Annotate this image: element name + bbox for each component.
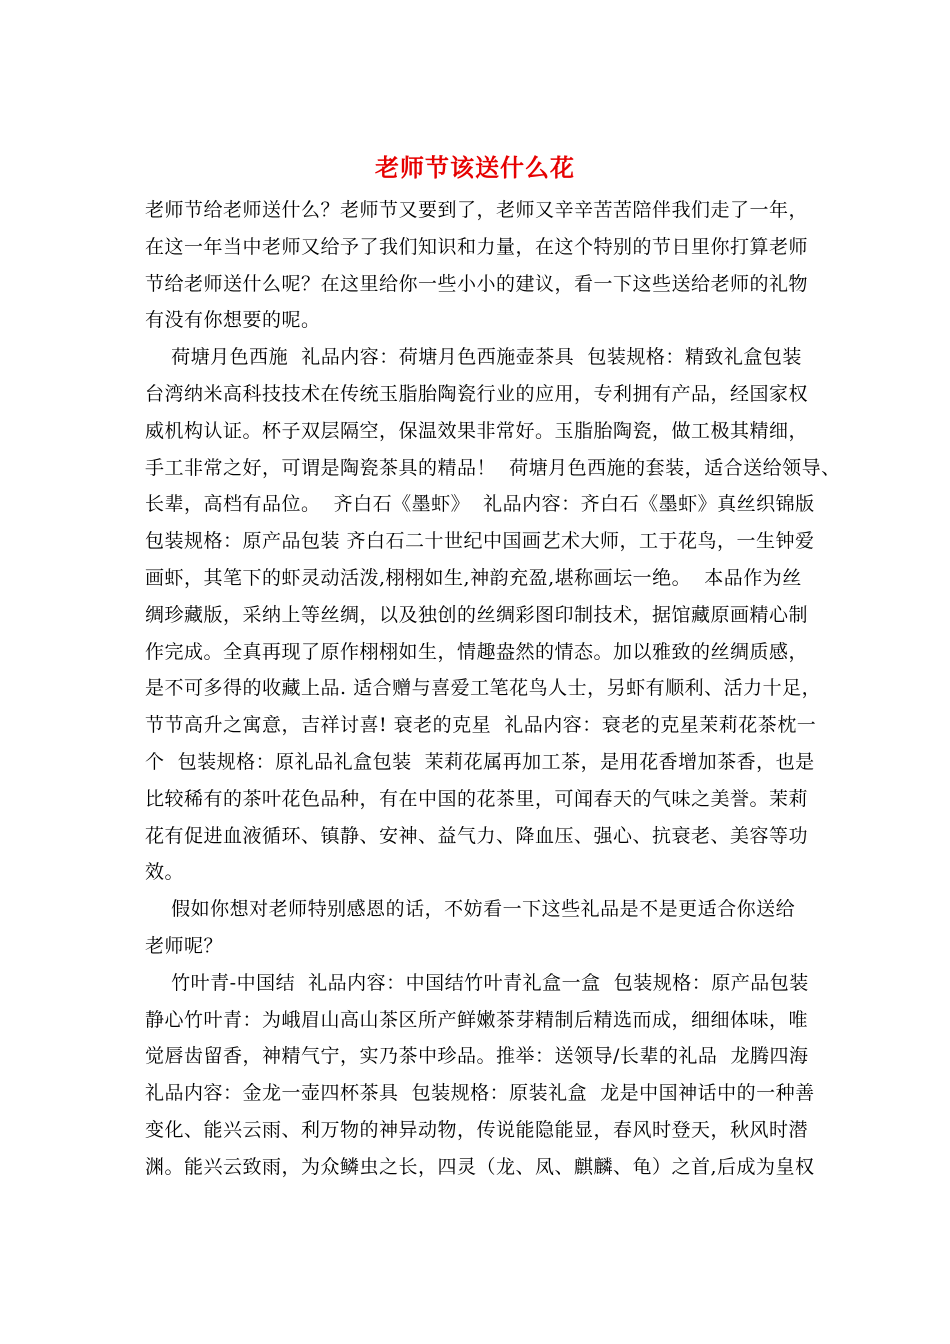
text-line: 觉唇齿留香，神精气宁，实乃茶中珍品。推举：送领导/长辈的礼品 龙腾四海 — [145, 1045, 809, 1068]
text-line: 静心竹叶青：为峨眉山高山茶区所产鲜嫩茶芽精制后精选而成，细细体味，唯 — [145, 1008, 809, 1031]
text-line: 花有促进血液循环、镇静、安神、益气力、降血压、强心、抗衰老、美容等功 — [145, 824, 809, 847]
text-line: 假如你想对老师特别感恩的话，不妨看一下这些礼品是不是更适合你送给 — [145, 898, 796, 921]
body-text — [145, 192, 841, 1186]
text-line: 礼品内容：金龙一壶四杯茶具 包装规格：原装礼盒 龙是中国神话中的一种善 — [145, 1082, 815, 1105]
text-line: 有没有你想要的呢。 — [145, 309, 321, 332]
text-line: 威机构认证。杯子双层隔空，保温效果非常好。玉脂胎陶瓷，做工极其精细， — [145, 419, 809, 442]
text-line: 渊。能兴云致雨，为众鳞虫之长，四灵（龙、凤、麒麟、龟）之首,后成为皇权 — [145, 1155, 815, 1178]
text-line: 个 包装规格：原礼品礼盒包装 茉莉花属再加工茶，是用花香增加茶香，也是 — [145, 750, 815, 773]
text-line: 节给老师送什么呢？在这里给你一些小小的建议，看一下这些送给老师的礼物 — [145, 272, 809, 295]
page-title: 老师节该送什么花 — [375, 153, 575, 182]
text-line: 包装规格：原产品包装 齐白石二十世纪中国画艺术大师，工于花鸟，一生钟爱 — [145, 530, 815, 553]
text-line: 老师呢？ — [145, 934, 224, 957]
text-line: 竹叶青-中国结 礼品内容：中国结竹叶青礼盒一盒 包装规格：原产品包装 — [145, 971, 809, 994]
text-line: 绸珍藏版，采纳上等丝绸，以及独创的丝绸彩图印制技术，据馆藏原画精心制 — [145, 603, 809, 626]
text-line: 效。 — [145, 861, 185, 884]
text-line: 手工非常之好，可谓是陶瓷茶具的精品！ 荷塘月色西施的套装，适合送给领导、 — [145, 456, 841, 479]
text-line: 作完成。全真再现了原作栩栩如生，情趣盎然的情态。加以雅致的丝绸质感， — [145, 640, 809, 663]
text-line: 在这一年当中老师又给予了我们知识和力量，在这个特别的节日里你打算老师 — [145, 235, 809, 258]
text-line: 长辈，高档有品位。 齐白石《墨虾》 礼品内容：齐白石《墨虾》真丝织锦版 — [145, 493, 815, 516]
text-line: 变化、能兴云雨、利万物的神异动物，传说能隐能显，春风时登天，秋风时潜 — [145, 1118, 809, 1141]
text-line: 荷塘月色西施 礼品内容：荷塘月色西施壶茶具 包装规格：精致礼盒包装 — [145, 346, 802, 369]
text-line: 是不可多得的收藏上品. 适合赠与喜爱工笔花鸟人士，另虾有顺利、活力十足， — [145, 677, 822, 700]
text-line: 比较稀有的茶叶花色品种，有在中国的花茶里，可闻春天的气味之美誉。茉莉 — [145, 787, 809, 810]
text-line: 节节高升之寓意，吉祥讨喜! 衰老的克星 礼品内容：衰老的克星茉莉花茶枕一 — [145, 714, 817, 737]
text-line: 画虾，其笔下的虾灵动活泼,栩栩如生,神韵充盈,堪称画坛一绝。 本品作为丝 — [145, 566, 802, 589]
text-line: 老师节给老师送什么？老师节又要到了，老师又辛辛苦苦陪伴我们走了一年， — [145, 199, 809, 221]
text-line: 台湾纳米高科技技术在传统玉脂胎陶瓷行业的应用，专利拥有产品，经国家权 — [145, 382, 809, 405]
